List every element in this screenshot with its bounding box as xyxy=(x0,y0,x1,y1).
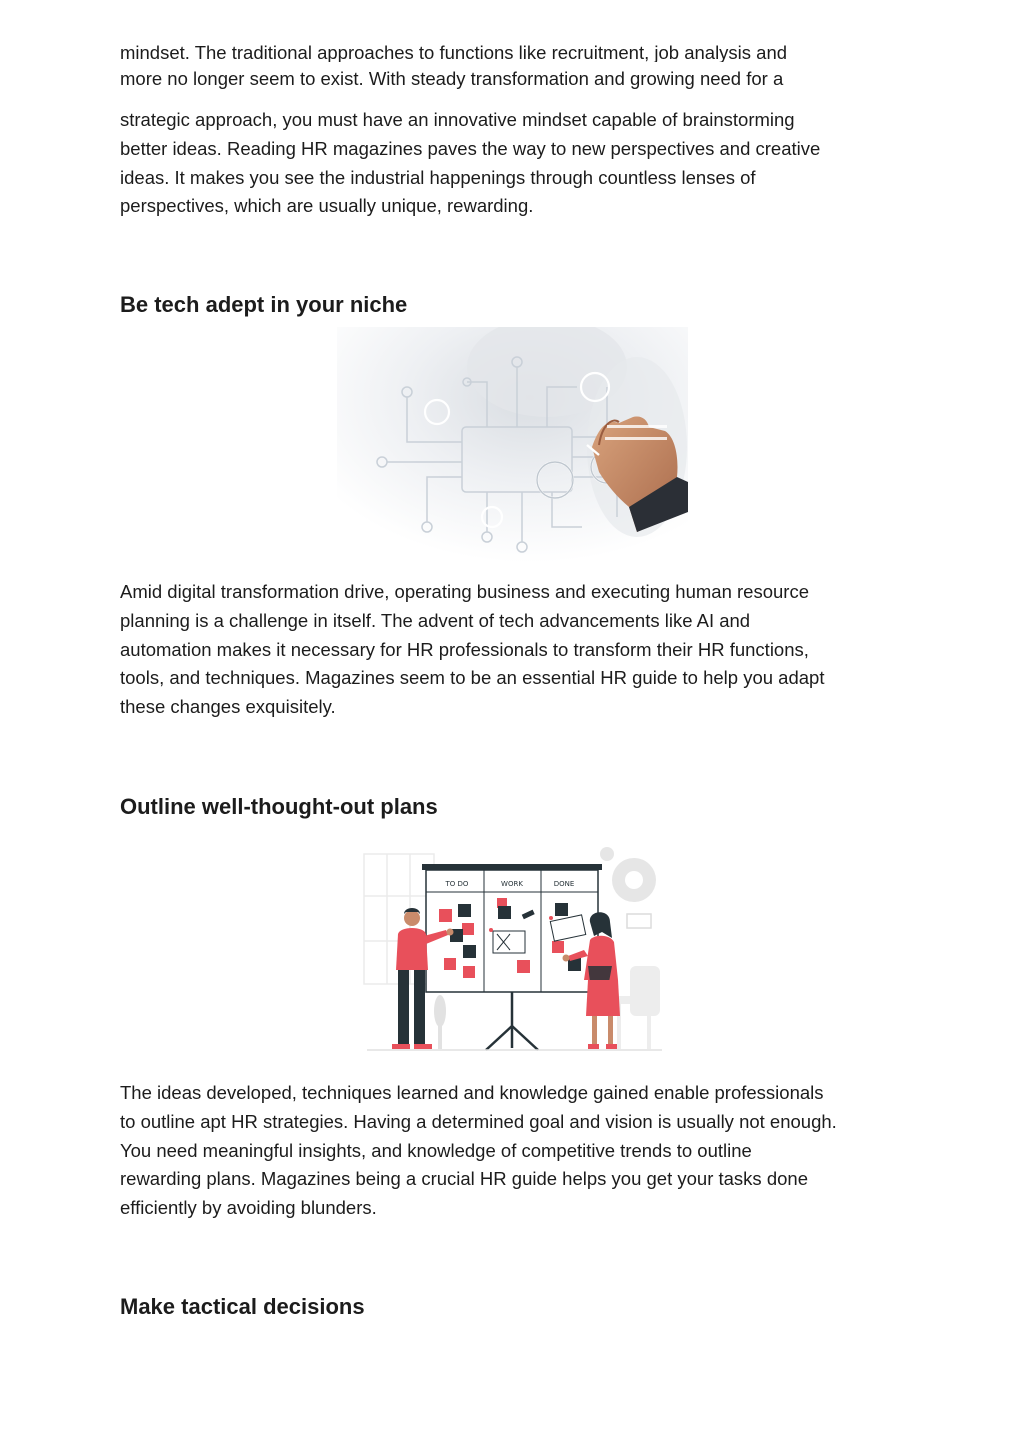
intro-line: strategic approach, you must have an innovative mindset capable of brainstorming xyxy=(120,109,795,130)
plans-line: The ideas developed, techniques learned and knowledge gained enable professionals xyxy=(120,1082,824,1103)
intro-line: ideas. It makes you see the industrial happenings through countless lenses of xyxy=(120,166,756,188)
section-heading-tech: Be tech adept in your niche xyxy=(120,292,408,317)
intro-line: more no longer seem to exist. With steady transformation and growing need for a xyxy=(120,68,784,89)
intro-line: better ideas. Reading HR magazines paves the way to new perspectives and creative xyxy=(120,137,821,159)
plans-line: You need meaningful insights, and knowledge of competitive trends to outline xyxy=(120,1139,752,1161)
tech-line: these changes exquisitely. xyxy=(120,696,336,718)
plans-line: rewarding plans. Magazines being a crucial HR guide helps you get your tasks done xyxy=(120,1168,808,1190)
board-column-todo: TO DO xyxy=(445,880,469,888)
intro-clipped-line xyxy=(120,38,920,62)
intro-paragraph-cont xyxy=(120,106,920,221)
kanban-illustration xyxy=(362,846,674,1054)
tech-circuit-illustration xyxy=(337,327,688,563)
intro-line: mindset. The traditional approaches to functions like recruitment, job analysis and xyxy=(120,42,788,62)
tech-line: Amid digital transformation drive, operating business and executing human resource xyxy=(120,581,809,602)
section-heading-plans: Outline well-thought-out plans xyxy=(120,794,438,819)
plans-line: to outline apt HR strategies. Having a determined goal and vision is usually not enough. xyxy=(120,1110,837,1132)
intro-paragraph xyxy=(120,65,920,94)
section-heading-decisions: Make tactical decisions xyxy=(120,1294,365,1319)
plans-paragraph xyxy=(120,1079,920,1223)
board-column-done: DONE xyxy=(553,880,575,888)
plans-line: efficiently by avoiding blunders. xyxy=(120,1197,377,1219)
tech-line: automation makes it necessary for HR professionals to transform their HR functions, xyxy=(120,638,809,660)
kanban-board-image xyxy=(362,846,674,1054)
tech-line: planning is a challenge in itself. The advent of tech advancements like AI and xyxy=(120,609,751,631)
intro-line: perspectives, which are usually unique, rewarding. xyxy=(120,195,534,217)
tech-circuit-image xyxy=(337,327,688,563)
board-column-work: WORK xyxy=(501,880,523,888)
tech-line: tools, and techniques. Magazines seem to be an essential HR guide to help you adapt xyxy=(120,667,825,689)
tech-paragraph xyxy=(120,578,920,722)
